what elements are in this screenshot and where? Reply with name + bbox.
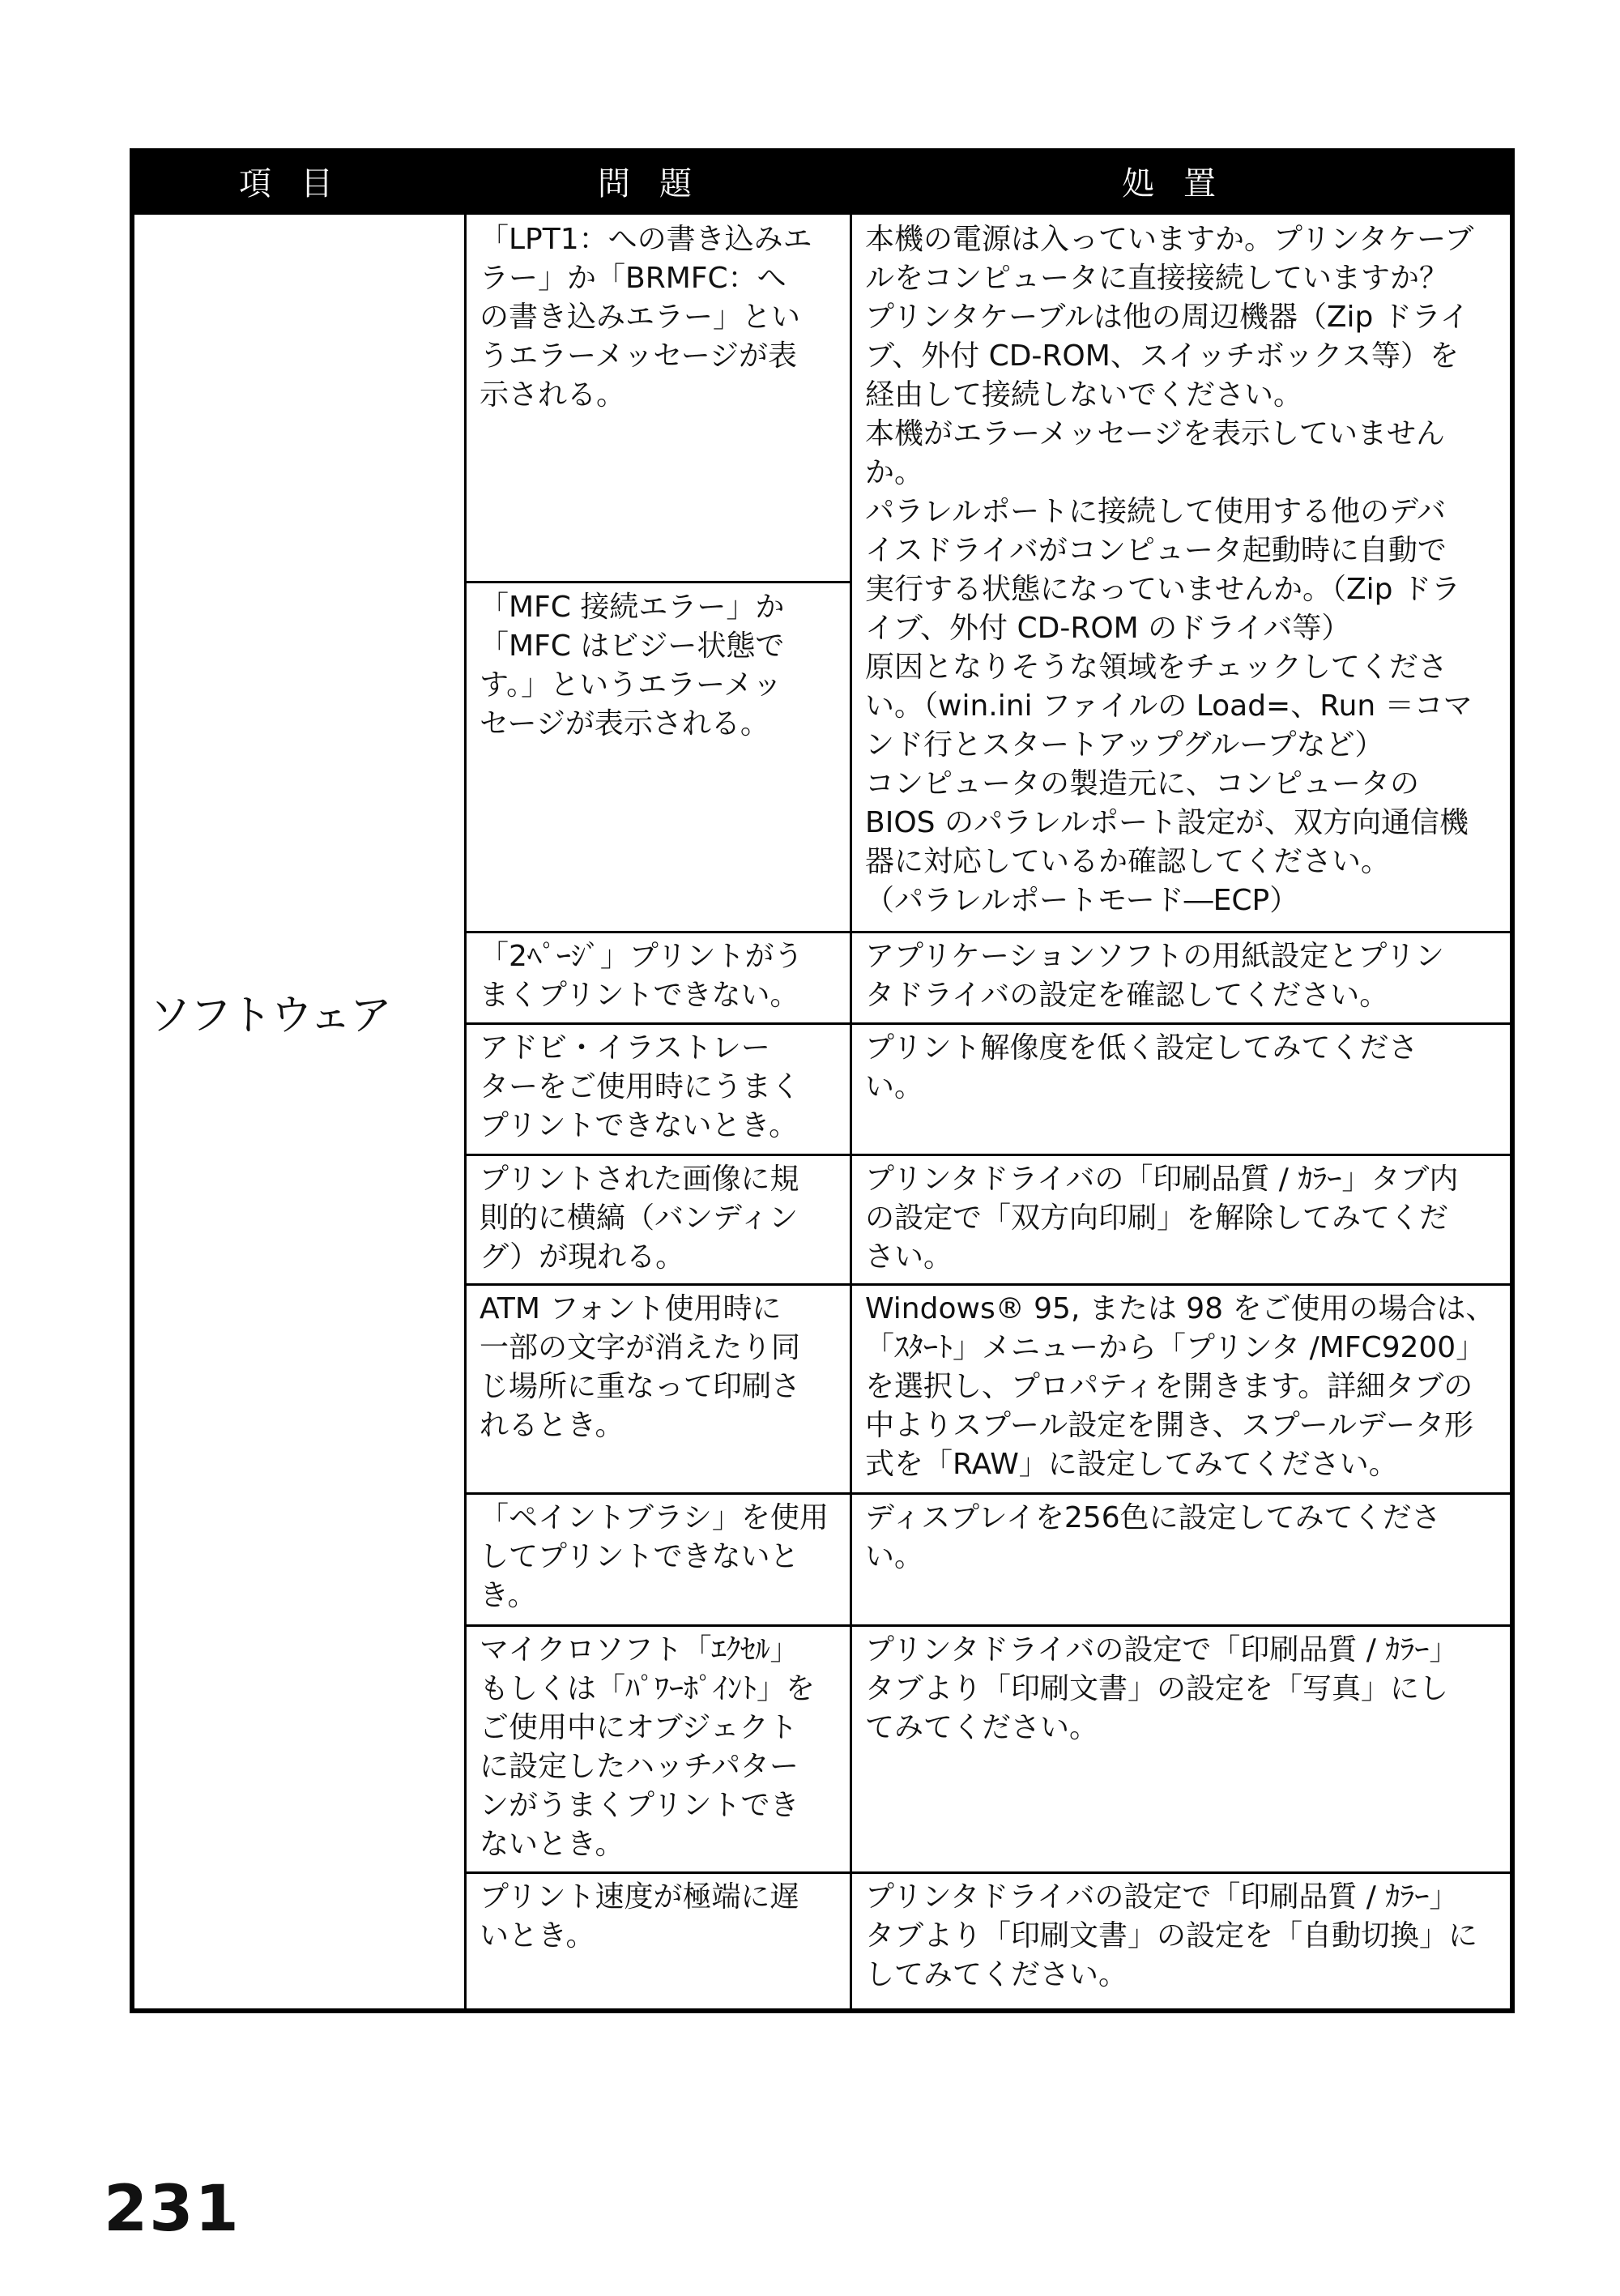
action-cell: プリンタドライバの「印刷品質 / ｶﾗｰ」タブ内 の設定で「双方向印刷」を解除してみてくだ さい。 xyxy=(865,1163,1459,1274)
row-divider xyxy=(464,1492,1510,1495)
action-cell: アプリケーションソフトの用紙設定とプリン タドライバの設定を確認してください。 xyxy=(865,940,1444,1012)
row-divider xyxy=(464,1624,1510,1627)
action-cell: 本機の電源は入っていますか。プリンタケーブ ルをコンピュータに直接接続していますか？ プリンタケーブルは他の周辺機器（Zip ドライ ブ、外付 CD-ROM、スイッチボックス等）を 経由して接続しないでください。 本機がエラーメッセージを表示していません か。 パラレルポートに接続して使用する他のデバ イスドライバがコンピュータ起動時に自動で 実行する状態になっていませんか。（Zip ドラ イブ、外付 CD-ROM のドライバ等） 原因となりそうな領域をチェックしてくださ い。（win.ini ファイルの Load=、Run ＝コマ ンド行とスタートアップグループなど） コンピュータの製造元に、コンピュータの BIOS のパラレルポート設定が、双方向通信機 器に対応しているか確認してください。 （パラレルポートモード―ECP） xyxy=(865,223,1474,917)
header-action: 処置 xyxy=(1122,165,1245,203)
table-header xyxy=(134,153,1510,215)
row-divider xyxy=(464,1154,1510,1156)
action-cell: Windows® 95, または 98 をご使用の場合は、 「ｽﾀｰﾄ」メニューから「プリンタ /MFC9200」 を選択し、プロパティを開きます。詳細タブの 中よりスプール設定を開き、スプールデータ形 式を「RAW」に設定してみてください。 xyxy=(865,1292,1495,1481)
problem-cell: マイクロソフト「ｴｸｾﾙ」 もしくは「ﾊﾟﾜｰﾎﾟｲﾝﾄ」を ご使用中にオブジェクト に設定したハッチパター ンがうまくプリントでき ないとき。 xyxy=(480,1633,816,1861)
row-divider xyxy=(464,1022,1510,1025)
row-divider xyxy=(464,1283,1510,1286)
action-cell: プリンタドライバの設定で「印刷品質 / ｶﾗｰ」 タブより「印刷文書」の設定を「自動切換」に してみてください。 xyxy=(865,1880,1478,1991)
action-cell: プリント解像度を低く設定してみてくださ い。 xyxy=(865,1031,1418,1103)
category-label: ソフトウェア xyxy=(149,992,390,1040)
header-item: 項目 xyxy=(239,165,362,203)
row-divider xyxy=(464,581,850,583)
action-cell: ディスプレイを256色に設定してみてくださ い。 xyxy=(865,1501,1441,1573)
problem-cell: 「ペイントブラシ」を使用 してプリントできないと き。 xyxy=(480,1501,829,1612)
action-cell: プリンタドライバの設定で「印刷品質 / ｶﾗｰ」 タブより「印刷文書」の設定を「写真」にし てみてください。 xyxy=(865,1633,1459,1744)
column-divider xyxy=(850,215,852,2008)
problem-cell: プリント速度が極端に遅 いとき。 xyxy=(480,1880,799,1952)
row-divider xyxy=(464,931,1510,933)
column-divider xyxy=(464,215,467,2008)
page-number: 231 xyxy=(104,2173,241,2246)
problem-cell: プリントされた画像に規 則的に横縞（バンディン グ）が現れる。 xyxy=(480,1163,799,1274)
troubleshooting-table xyxy=(130,148,1515,2013)
problem-cell: アドビ・イラストレー ターをご使用時にうまく プリントできないとき。 xyxy=(480,1031,801,1142)
header-problem: 問題 xyxy=(598,165,721,203)
problem-cell: ATM フォント使用時に 一部の文字が消えたり同 じ場所に重なって印刷さ れるとき。 xyxy=(480,1292,801,1442)
problem-cell: 「MFC 接続エラー」か 「MFC はビジー状態で す。」というエラーメッ セージが表示される。 xyxy=(480,591,785,740)
problem-cell: 「2ﾍﾟｰｼﾞ」プリントがう まくプリントできない。 xyxy=(480,940,804,1012)
row-divider xyxy=(464,1871,1510,1874)
problem-cell: 「LPT1：への書き込みエ ラー」か「BRMFC：へ の書き込みエラー」とい うエラーメッセージが表 示される。 xyxy=(480,223,812,412)
